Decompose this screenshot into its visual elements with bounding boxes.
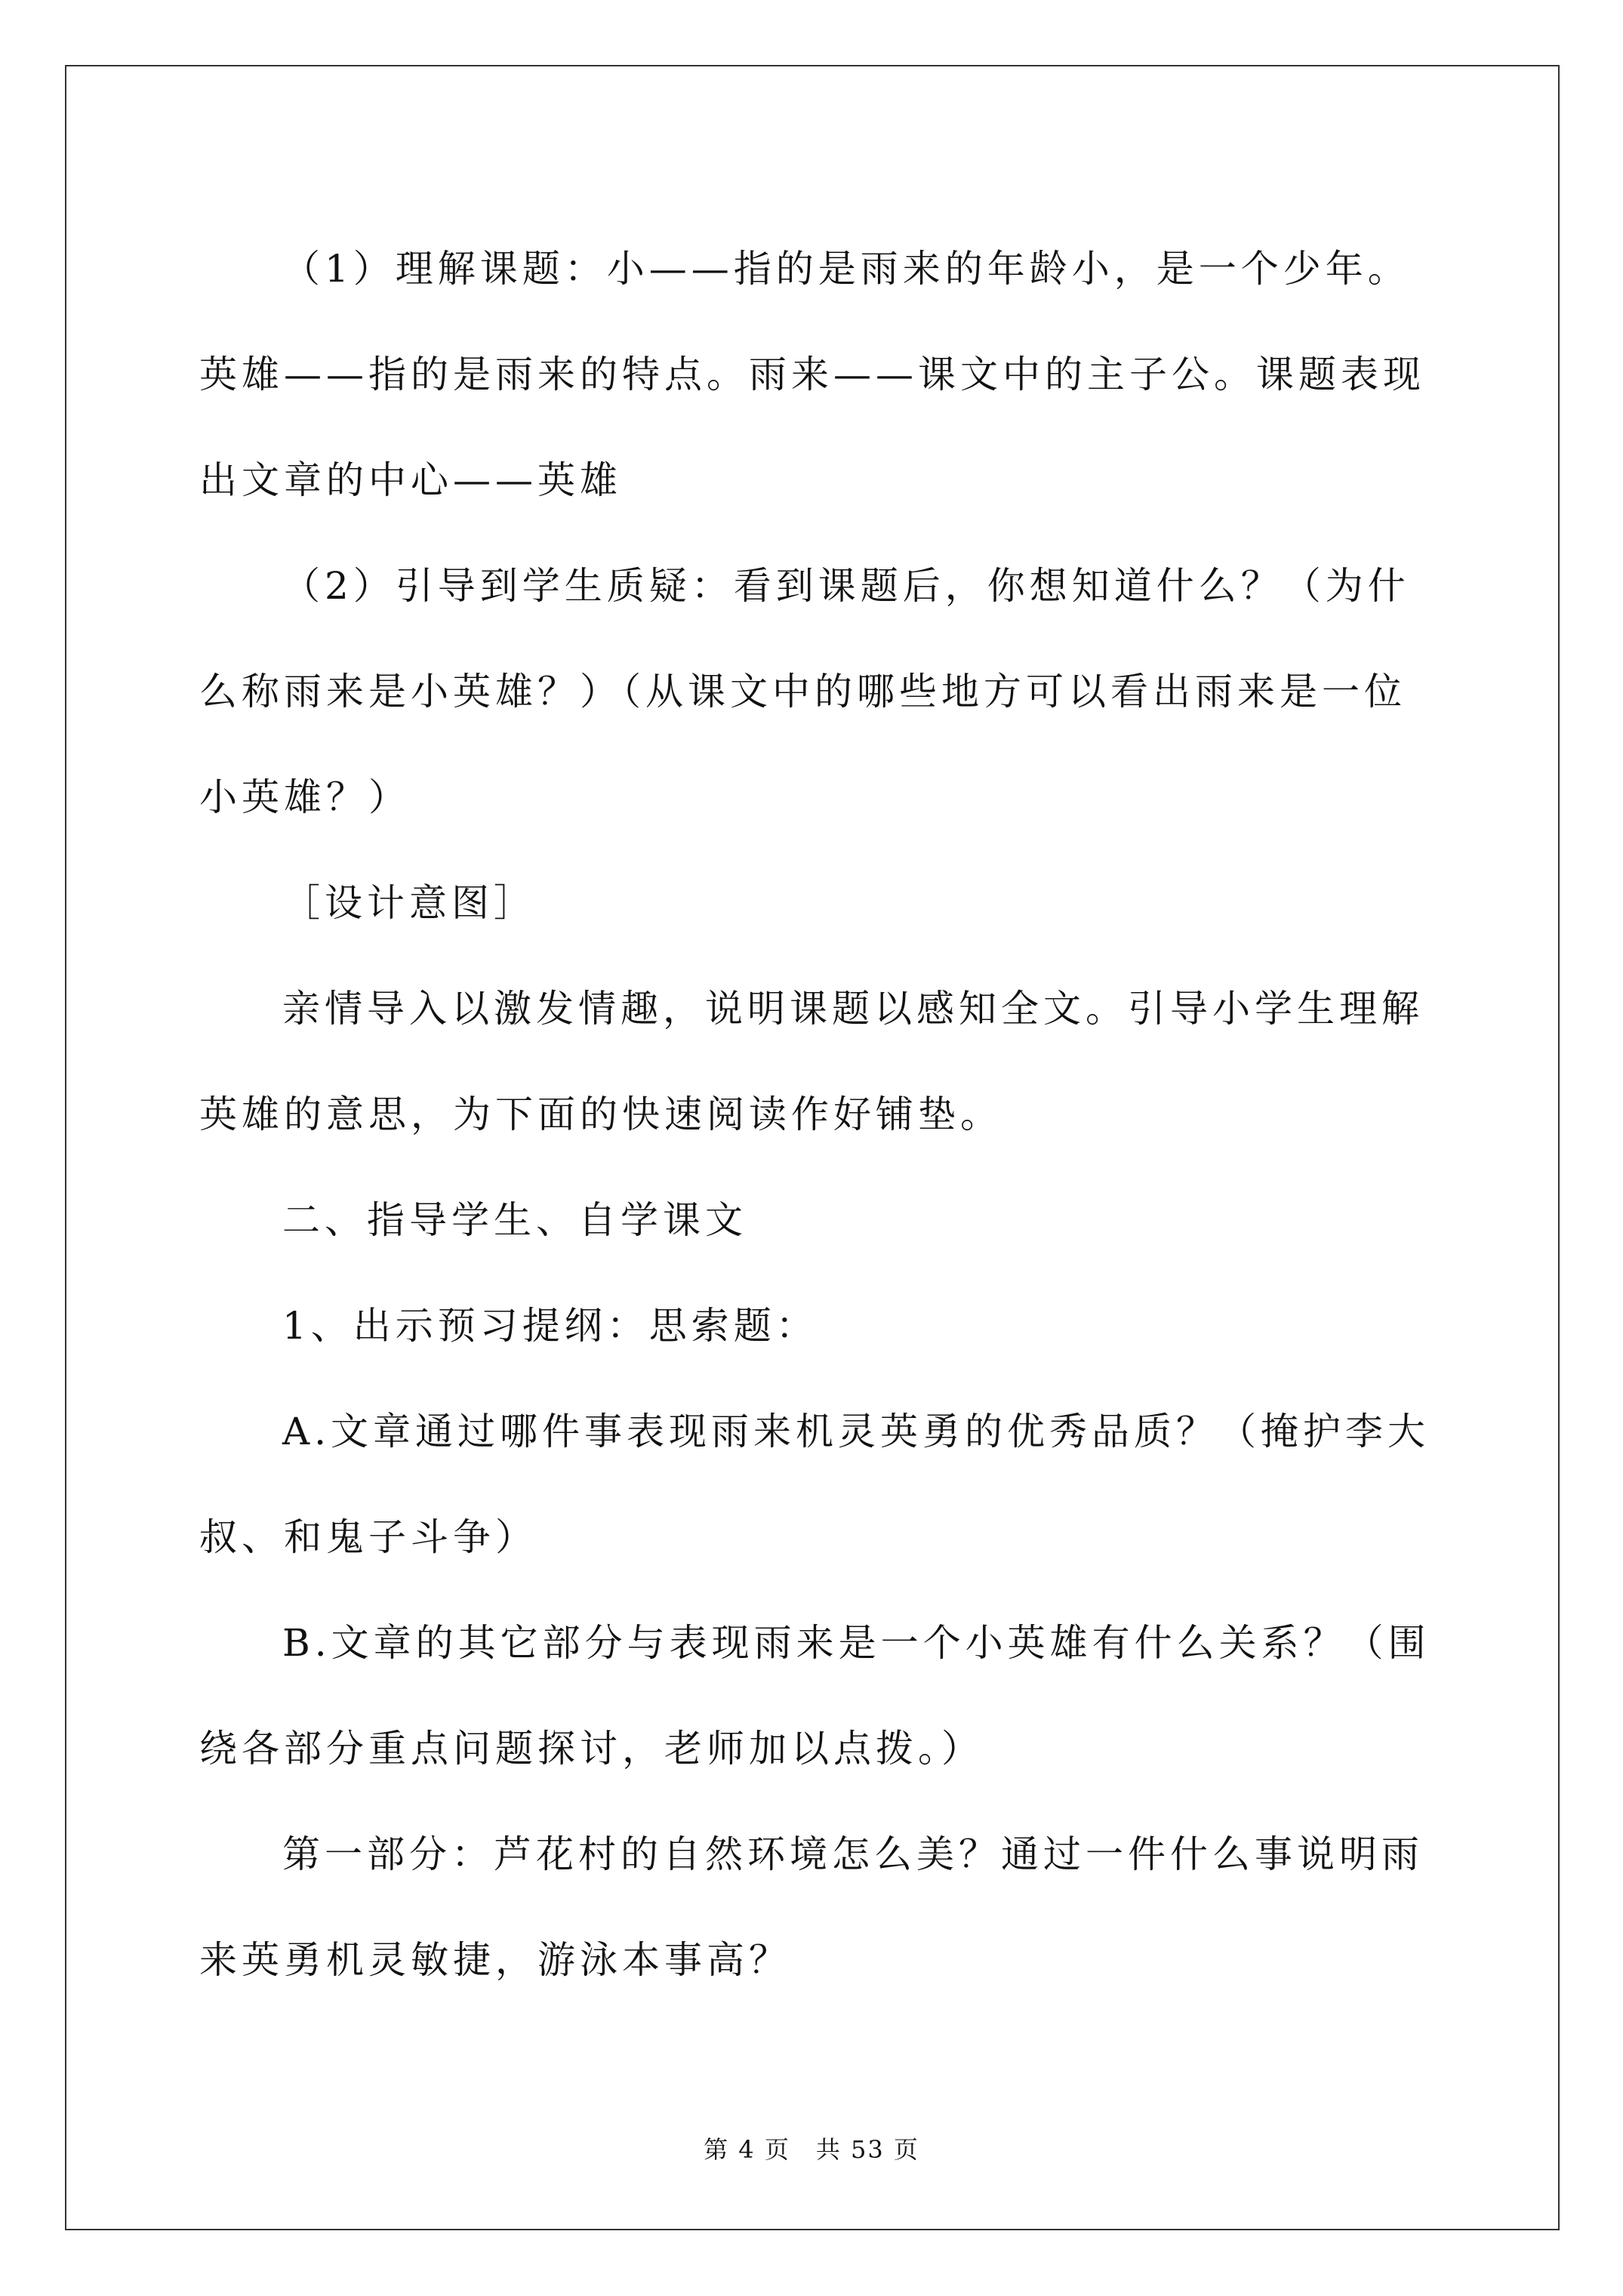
paragraph-understand-title: （1）理解课题：小——指的是雨来的年龄小，是一个少年。英雄——指的是雨来的特点。雨来——课文中的主子公。课题表现出文章的中心——英雄 — [199, 247, 1425, 502]
document-body — [199, 216, 1437, 2013]
question-b: B.文章的其它部分与表现雨来是一个小英雄有什么关系？（围绕各部分重点问题探讨，老师加以点拨。） — [199, 1621, 1431, 1771]
paragraph-part-one: 第一部分：芦花村的自然环境怎么美？通过一件什么事说明雨来英勇机灵敏捷，游泳本事高？ — [199, 1832, 1424, 1982]
paragraph-design-intent: 亲情导入以激发情趣，说明课题以感知全文。引导小学生理解英雄的意思，为下面的快速阅读作好铺垫。 — [199, 987, 1424, 1136]
section-heading-self-study: 二、指导学生、自学课文 — [282, 1198, 747, 1242]
paragraph-design-intent-heading: ［设计意图］ — [282, 881, 536, 925]
question-a: A.文章通过哪件事表现雨来机灵英勇的优秀品质？（掩护李大叔、和鬼子斗争） — [199, 1410, 1431, 1559]
paragraph-guide-questions: （2）引导到学生质疑：看到课题后，你想知道什么？（为什么称雨来是小英雄？）（从课文中的哪些地方可以看出雨来是一位小英雄？） — [199, 564, 1410, 819]
paragraph-preview-outline: 1、出示预习提纲：思索题： — [282, 1304, 818, 1348]
page-number: 第 4 页 共 53 页 — [704, 2135, 919, 2164]
